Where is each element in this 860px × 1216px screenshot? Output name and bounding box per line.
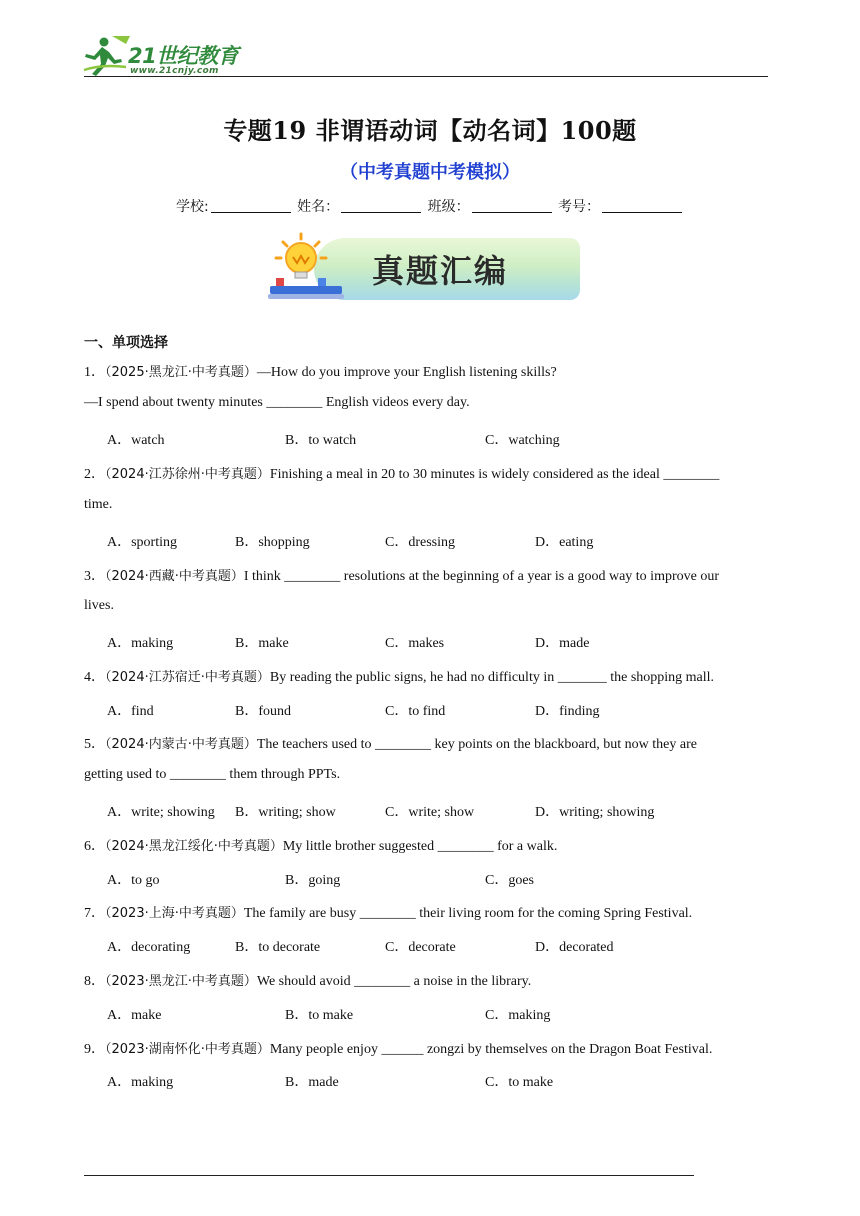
option-d[interactable]: D．made	[535, 636, 590, 651]
section-title: 一、单项选择	[84, 335, 168, 351]
question-9-line-1	[84, 1038, 712, 1058]
question-2-line-1	[84, 463, 719, 483]
page-subtitle: （中考真题中考模拟）	[340, 162, 520, 183]
footer-divider	[84, 1175, 694, 1176]
question-number: 1．	[84, 365, 105, 380]
question-number: 6．	[84, 839, 105, 854]
option-a[interactable]: A．making	[107, 636, 174, 651]
question-number: 9．	[84, 1042, 105, 1057]
class-label: 班级：	[427, 199, 470, 215]
option-c[interactable]: C．watching	[485, 433, 560, 448]
option-b[interactable]: B．to decorate	[235, 940, 321, 955]
option-c[interactable]: C．to make	[485, 1075, 554, 1090]
option-b[interactable]: B．make	[235, 636, 289, 651]
option-a[interactable]: A．making	[107, 1075, 174, 1090]
question-7-line-1	[84, 902, 692, 922]
lightbulb-icon	[268, 230, 348, 304]
option-b[interactable]: B．writing; show	[235, 805, 336, 820]
section-banner	[268, 230, 580, 304]
option-a[interactable]: A．find	[107, 704, 154, 719]
question-text: The teachers used to ________ key points on the blackboard, but now they are	[256, 737, 697, 752]
question-1-line-1	[84, 361, 557, 381]
question-2-line-2: time.	[84, 497, 113, 512]
question-text: —How do you improve your English listening skills?	[256, 365, 557, 380]
question-text: We should avoid ________ a noise in the library.	[256, 974, 532, 989]
exam-no-label: 考号：	[558, 199, 601, 215]
question-number: 3．	[84, 569, 105, 584]
option-b[interactable]: B．to watch	[285, 433, 357, 448]
question-source: （2023·上海·中考真题）	[105, 906, 244, 921]
option-c[interactable]: C．to find	[385, 704, 446, 719]
question-number: 2．	[84, 467, 105, 482]
logo-name: 21世纪教育	[128, 44, 239, 68]
option-b[interactable]: B．shopping	[235, 535, 310, 550]
question-3-line-2: lives.	[84, 598, 114, 613]
question-3-line-1	[84, 565, 719, 585]
question-text: Finishing a meal in 20 to 30 minutes is widely considered as the ideal ________	[269, 467, 720, 482]
option-c[interactable]: C．goes	[485, 873, 534, 888]
question-source: （2024·江苏徐州·中考真题）	[105, 467, 270, 482]
question-source: （2024·黑龙江绥化·中考真题）	[105, 839, 283, 854]
question-source: （2024·西藏·中考真题）	[105, 569, 244, 584]
question-number: 8．	[84, 974, 105, 989]
option-c[interactable]: C．dressing	[385, 535, 455, 550]
option-c[interactable]: C．decorate	[385, 940, 456, 955]
question-source: （2024·江苏宿迁·中考真题）	[105, 670, 270, 685]
question-8-line-1	[84, 970, 531, 990]
question-source: （2023·湖南怀化·中考真题）	[105, 1042, 270, 1057]
option-d[interactable]: D．decorated	[535, 940, 614, 955]
question-text: My little brother suggested ________ for a walk.	[282, 839, 558, 854]
exam-no-blank[interactable]	[602, 198, 682, 213]
question-source: （2024·内蒙古·中考真题）	[105, 737, 257, 752]
banner-text: 真题汇编	[372, 252, 509, 290]
question-source: （2023·黑龙江·中考真题）	[105, 974, 257, 989]
school-label: 学校:	[175, 199, 209, 215]
name-blank[interactable]	[341, 198, 421, 213]
question-5-line-2: getting used to ________ them through PPTs.	[84, 767, 341, 782]
option-b[interactable]: B．found	[235, 704, 291, 719]
question-text: By reading the public signs, he had no difficulty in _______ the shopping mall.	[269, 670, 715, 685]
option-a[interactable]: A．sporting	[107, 535, 177, 550]
class-blank[interactable]	[472, 198, 552, 213]
question-number: 5．	[84, 737, 105, 752]
option-b[interactable]: B．made	[285, 1075, 339, 1090]
logo-url: www.21cnjy.com	[130, 66, 219, 76]
option-b[interactable]: B．to make	[285, 1008, 354, 1023]
question-5-line-1	[84, 733, 697, 753]
option-c[interactable]: C．write; show	[385, 805, 475, 820]
option-d[interactable]: D．finding	[535, 704, 600, 719]
runner-logo-icon	[82, 34, 132, 78]
option-c[interactable]: C．makes	[385, 636, 445, 651]
question-text: I think ________ resolutions at the beginning of a year is a good way to improve our	[243, 569, 719, 584]
question-1-line-2: —I spend about twenty minutes ________ English videos every day.	[84, 395, 470, 410]
site-logo	[82, 34, 262, 78]
question-6-line-1	[84, 835, 557, 855]
option-c[interactable]: C．making	[485, 1008, 551, 1023]
question-text: The family are busy ________ their living room for the coming Spring Festival.	[243, 906, 693, 921]
header-divider	[84, 76, 768, 77]
option-a[interactable]: A．watch	[107, 433, 165, 448]
option-b[interactable]: B．going	[285, 873, 341, 888]
question-number: 4．	[84, 670, 105, 685]
option-d[interactable]: D．eating	[535, 535, 594, 550]
name-label: 姓名：	[297, 199, 340, 215]
question-4-line-1	[84, 666, 714, 686]
option-a[interactable]: A．write; showing	[107, 805, 215, 820]
student-info-line	[0, 196, 860, 216]
page-title: 专题19 非谓语动词【动名词】100题	[223, 116, 637, 145]
question-source: （2025·黑龙江·中考真题）	[105, 365, 257, 380]
question-number: 7．	[84, 906, 105, 921]
option-a[interactable]: A．decorating	[107, 940, 191, 955]
option-d[interactable]: D．writing; showing	[535, 805, 655, 820]
option-a[interactable]: A．to go	[107, 873, 160, 888]
option-a[interactable]: A．make	[107, 1008, 162, 1023]
question-text: Many people enjoy ______ zongzi by themselves on the Dragon Boat Festival.	[269, 1042, 713, 1057]
school-blank[interactable]	[211, 198, 291, 213]
